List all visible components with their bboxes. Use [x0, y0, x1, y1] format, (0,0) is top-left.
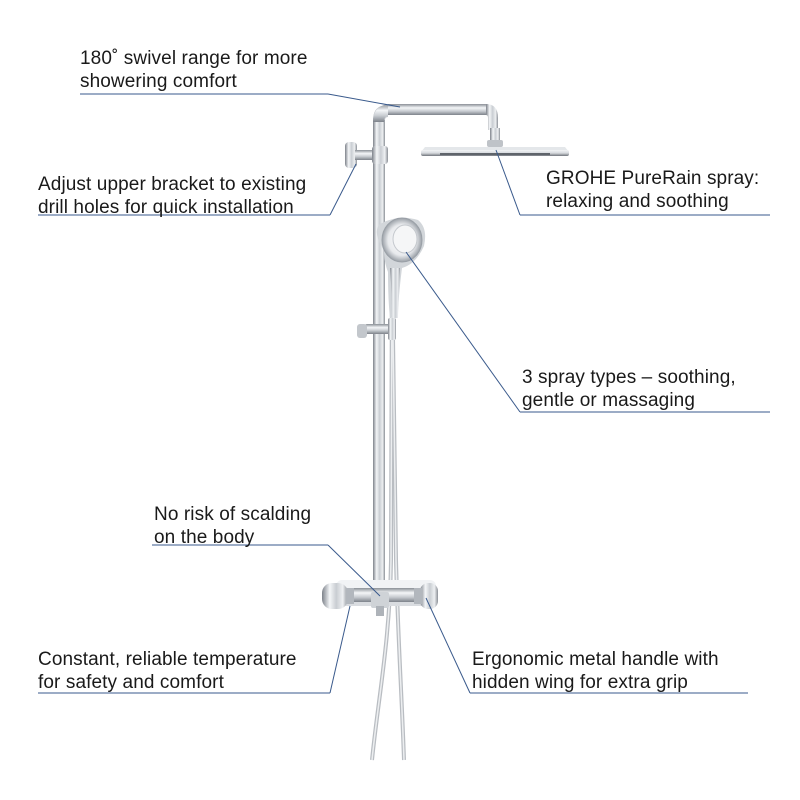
- callout-temperature: [38, 648, 297, 694]
- callout-handle: [472, 648, 719, 694]
- callout-scalding-line2: on the body: [154, 527, 255, 548]
- callout-spray-types-line2: gentle or massaging: [522, 390, 696, 411]
- thermostat-mixer: [322, 580, 438, 616]
- callout-scalding: [154, 503, 311, 549]
- overhead-shower-head: [421, 147, 569, 156]
- shower-arm: [388, 104, 488, 115]
- callout-swivel-line1: 180˚ swivel range for more: [80, 48, 308, 69]
- callout-pure-rain-line2: relaxing and soothing: [546, 191, 729, 212]
- head-swivel-joint: [490, 128, 500, 142]
- callout-handle-line1: Ergonomic metal handle with: [472, 649, 719, 670]
- riser-pipe: [373, 118, 385, 596]
- callout-pure-rain-line1: GROHE PureRain spray:: [546, 168, 760, 189]
- callout-scalding-line1: No risk of scalding: [154, 504, 312, 525]
- callout-bracket-line1: Adjust upper bracket to existing: [38, 174, 307, 195]
- callout-spray-types-line1: 3 spray types – soothing,: [522, 367, 736, 388]
- callout-pure-rain: [546, 167, 759, 213]
- callout-bracket-line2: drill holes for quick installation: [38, 197, 294, 218]
- callout-swivel-line2: showering comfort: [80, 71, 237, 92]
- callout-spray-types: [522, 366, 736, 412]
- callout-handle-line2: hidden wing for extra grip: [472, 672, 688, 693]
- callout-swivel: [80, 47, 308, 93]
- callout-bracket: [38, 173, 306, 219]
- callout-temperature-line2: for safety and comfort: [38, 672, 224, 693]
- callout-temperature-line1: Constant, reliable temperature: [38, 649, 297, 670]
